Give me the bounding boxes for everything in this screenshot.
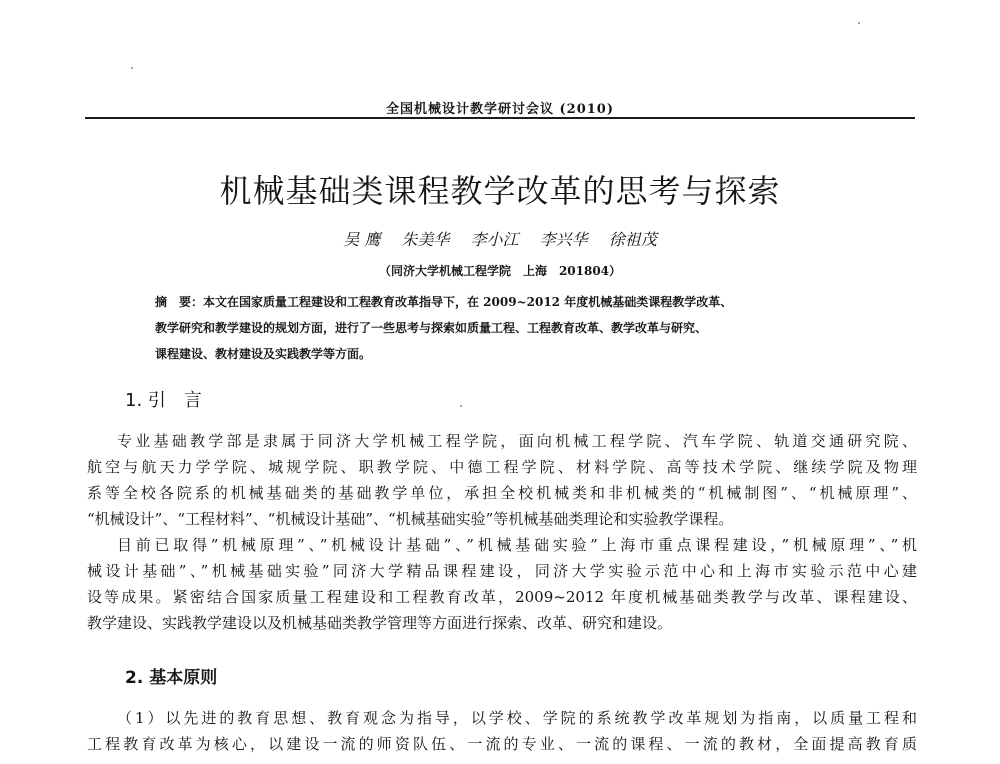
header-rule — [85, 117, 915, 119]
author-name: 朱美华 — [401, 230, 450, 249]
paper-title: 机械基础类课程教学改革的思考与探索 — [219, 172, 781, 210]
scan-speck — [131, 67, 133, 69]
abstract-line: 教学研究和教学建设的规划方面，进行了一些思考与探索如质量工程、工程教育改革、教学改革与研究、 — [155, 321, 708, 335]
body-line: “机械设计”、“工程材料”、“机械设计基础”、“机械基础实验”等机械基础类理论和实验教学课程。 — [87, 510, 734, 528]
abstract-line: 课程建设、教材建设及实践教学等方面。 — [155, 347, 372, 361]
section-body-introduction — [87, 428, 917, 636]
author-name: 吴 鹰 — [343, 230, 381, 249]
running-header: 全国机械设计教学研讨会议 (2010) — [385, 102, 614, 117]
abstract-line: 摘 要：本文在国家质量工程建设和工程教育改革指导下，在 2009~2012 年度机械基础类课程教学改革、 — [155, 295, 733, 309]
body-line: 设等成果。紧密结合国家质量工程建设和工程教育改革，2009~2012 年度机械基础类教学与改革、课程建设、 — [87, 588, 917, 606]
body-line: 教学建设、实践教学建设以及机械基础类教学管理等方面进行探索、改革、研究和建设。 — [87, 614, 673, 632]
author-name: 李兴华 — [539, 230, 588, 249]
author-list — [85, 227, 915, 250]
section-heading-introduction: 1. 引 言 — [125, 390, 202, 411]
body-line: 系等全校各院系的机械基础类的基础教学单位，承担全校机械类和非机械类的“机械制图”、“机械原理”、 — [87, 484, 917, 502]
abstract — [155, 289, 855, 367]
author-name: 徐祖茂 — [608, 230, 657, 249]
affiliation: （同济大学机械工程学院 上海 201804） — [378, 264, 622, 278]
section-body-basic-principles — [87, 705, 917, 757]
scan-speck — [460, 405, 462, 407]
body-line: （1）以先进的教育思想、教育观念为指导，以学校、学院的系统教学改革规划为指南，以质量工程和 — [117, 709, 917, 727]
scan-speck — [858, 22, 860, 24]
author-name: 李小江 — [470, 230, 519, 249]
body-line: 专业基础教学部是隶属于同济大学机械工程学院，面向机械工程学院、汽车学院、轨道交通研究院、 — [117, 432, 917, 450]
body-line: 工程教育改革为核心，以建设一流的师资队伍、一流的专业、一流的课程、一流的教材，全面提高教育质 — [87, 735, 917, 753]
section-heading-basic-principles: 2. 基本原则 — [125, 668, 218, 688]
body-line: 航空与航天力学学院、城规学院、职教学院、中德工程学院、材料学院、高等技术学院、继续学院及物理 — [87, 458, 917, 476]
body-line: 械设计基础”、”机械基础实验”同济大学精品课程建设，同济大学实验示范中心和上海市实验示范中心建 — [87, 562, 917, 580]
body-line: 目前已取得”机械原理”、”机械设计基础”、”机械基础实验”上海市重点课程建设，”机械原理”、”机 — [117, 536, 917, 554]
